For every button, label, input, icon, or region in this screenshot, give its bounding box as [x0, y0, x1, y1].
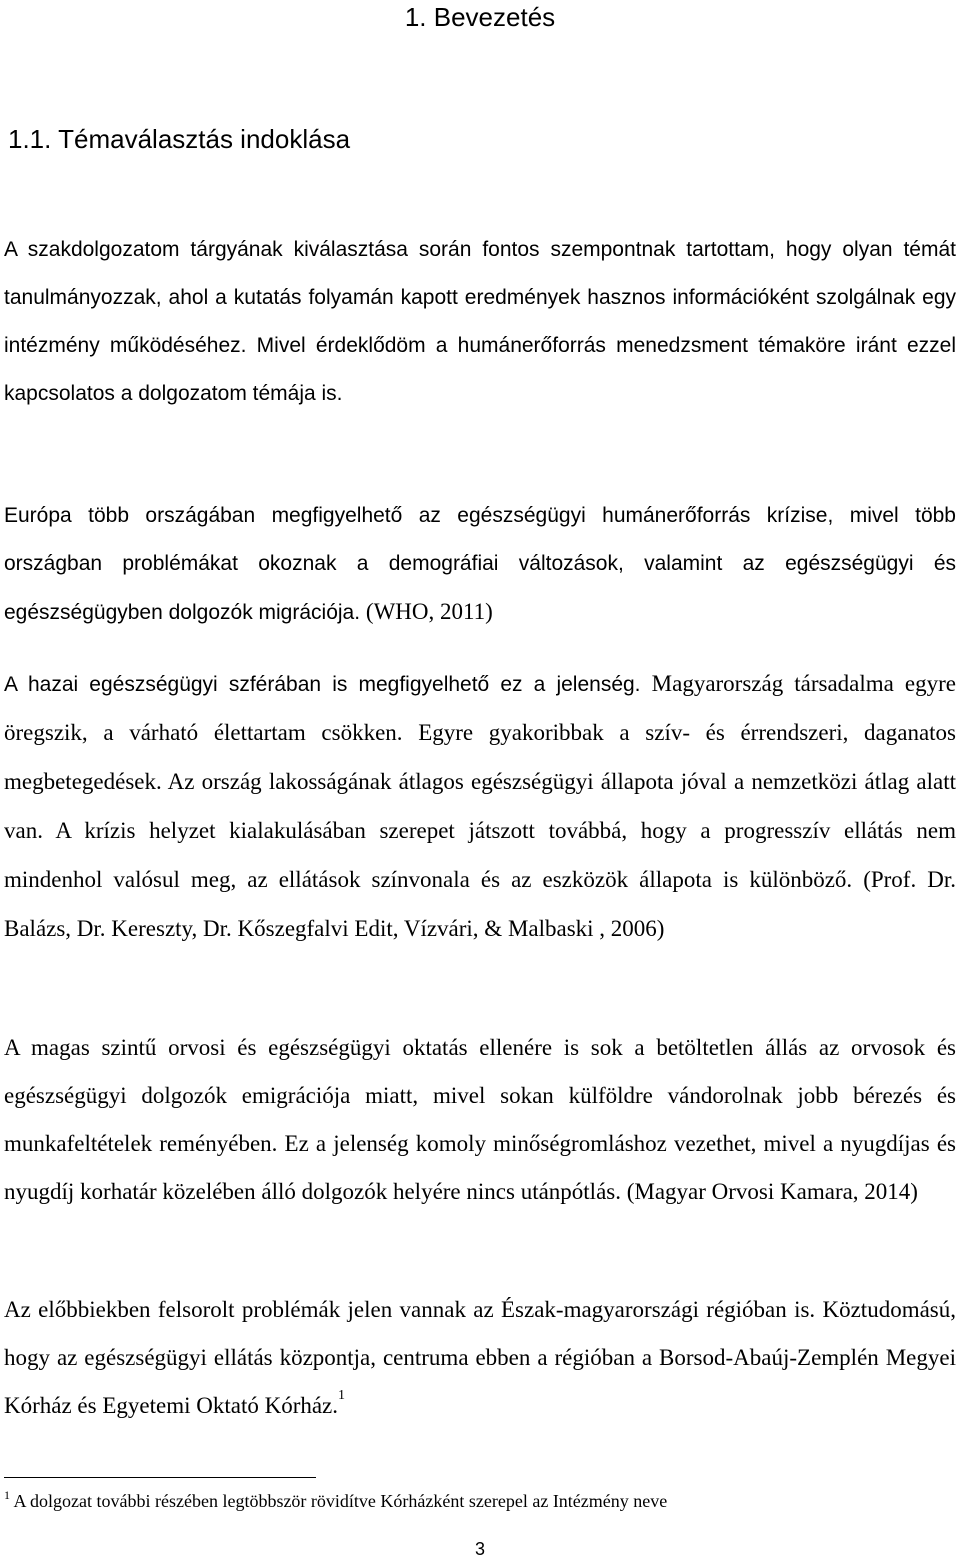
paragraph-domestic-lead: A hazai egészségügyi szférában is megfigyelhető ez a jelenség. [4, 673, 641, 696]
paragraph-domestic-situation [4, 660, 956, 954]
paragraph-europe-crisis-text: Európa több országában megfigyelhető az egészségügyi humánerőforrás krízise, mivel több országban problémákat okoznak a demográfiai változások, valamint az egészségügyi és egészségügyben dolgozók migrációja. [4, 504, 956, 624]
paragraph-region [4, 1286, 956, 1430]
paragraph-europe-crisis [4, 492, 956, 637]
page-number: 3 [474, 1539, 485, 1559]
footnote-separator [4, 1477, 316, 1478]
paragraph-topic-choice: A szakdolgozatom tárgyának kiválasztása során fontos szempontnak tartottam, hogy olyan témát tanulmányozzak, ahol a kutatás folyamán kapott eredmények hasznos információként szolgálnak egy intézmény működéséhez. Mivel érdeklődöm a humánerőforrás menedzsment témaköre iránt ezzel kapcsolatos a dolgozatom témája is. [4, 238, 956, 405]
citation-who: (WHO, 2011) [365, 599, 493, 624]
footnote-reference[interactable]: 1 [338, 1388, 346, 1403]
paragraph-region-text: Az előbbiekben felsorolt problémák jelen vannak az Észak-magyarországi régióban is. Köztudomású, hogy az egészségügyi ellátás központja, centruma ebben a régióban a Borsod-Abaúj-Zemplén Megyei Kórház és Egyetemi Oktató Kórház. [4, 1297, 956, 1418]
paragraph-emigration: A magas szintű orvosi és egészségügyi oktatás ellenére is sok a betöltetlen állás az orvosok és egészségügyi dolgozók emigrációja miatt, mivel sokan külföldre vándorolnak jobb bérezés és munkafeltételek reményében. Ez a jelenség komoly minőségromláshoz vezethet, mivel a nyugdíjas és nyugdíj korhatár közelében álló dolgozók helyére nincs utánpótlás. (Magyar Orvosi Kamara, 2014) [4, 1035, 956, 1204]
footnote-marker: 1 [4, 1488, 10, 1502]
paragraph-domestic-rest: Magyarország társadalma egyre öregszik, a várható élettartam csökken. Egyre gyakoribbak a szív- és érrendszeri, daganatos megbetegedések. Az ország lakosságának átlagos egészségügyi állapota jóval a nemzetközi átlag alatt van. A krízis helyzet kialakulásában szerepet játszott továbbá, hogy a progresszív ellátás nem mindenhol valósul meg, az ellátások színvonala és az eszközök állapota is különböző. (Prof. Dr. Balázs, Dr. Kereszty, Dr. Kőszegfalvi Edit, Vízvári, & Malbaski , 2006) [4, 671, 956, 941]
footnote [4, 1488, 667, 1514]
chapter-title: 1. Bevezetés [404, 2, 556, 32]
section-title: 1.1. Témaválasztás indoklása [8, 124, 351, 154]
footnote-text: A dolgozat további részében legtöbbször rövidítve Kórházként szerepel az Intézmény neve [13, 1491, 668, 1511]
